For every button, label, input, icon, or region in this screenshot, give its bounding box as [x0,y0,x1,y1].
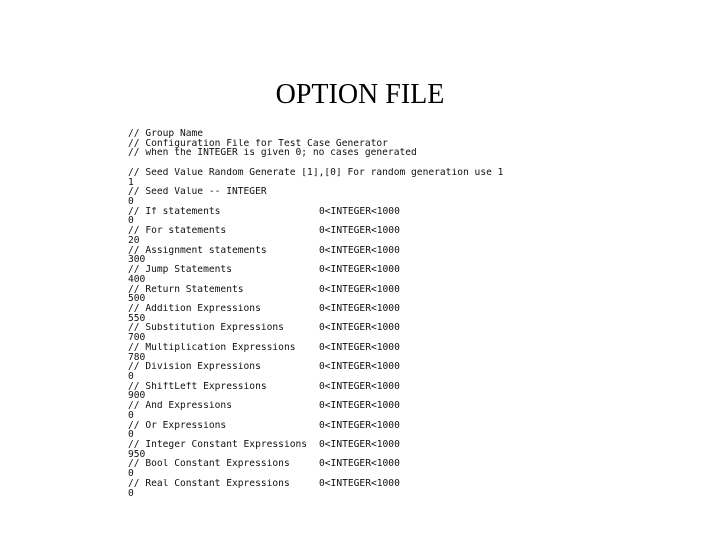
option-comment-line [128,479,708,489]
comment-line: // Configuration File for Test Case Generator [128,138,388,149]
option-range: 0<INTEGER<1000 [319,342,400,353]
option-comment-line [128,401,708,411]
option-value: 400 [128,274,146,285]
option-label: // Or Expressions [128,420,227,431]
option-value: 500 [128,294,146,304]
option-value: 0 [128,469,134,479]
option-label: // Real Constant Expressions [128,478,290,489]
option-value: 0 [128,410,134,421]
option-comment-line [128,362,708,372]
options-list [128,207,708,499]
option-value: 550 [128,313,146,324]
option-label: // And Expressions [128,401,232,411]
option-label: // Return Statements [128,284,244,295]
option-label: // For statements [128,226,227,236]
option-range: 0<INTEGER<1000 [319,420,400,431]
option-comment-line [128,323,708,333]
option-value: 0 [128,488,134,499]
option-range: 0<INTEGER<1000 [319,284,400,295]
option-label: // Substitution Expressions [128,323,284,334]
option-label: // Jump Statements [128,265,232,275]
option-range: 0<INTEGER<1000 [319,226,400,236]
option-comment-line [128,246,708,256]
seed-random-value: 1 [128,177,134,188]
option-value: 900 [128,391,146,402]
option-range: 0<INTEGER<1000 [319,265,400,275]
slide-title: OPTION FILE [275,79,445,110]
option-range: 0<INTEGER<1000 [319,303,400,314]
option-value: 0 [128,216,134,227]
comment-line: // Group Name [128,129,204,139]
option-file-listing [128,129,708,498]
seed-value-comment: // Seed Value -- INTEGER [128,187,267,198]
option-comment-line [128,207,708,217]
option-comment-line [128,226,708,236]
option-comment-line [128,285,708,295]
blank-line [128,158,708,168]
comment-line: // when the INTEGER is given 0; no cases generated [128,148,417,159]
option-range: 0<INTEGER<1000 [319,323,400,334]
option-value: 780 [128,352,146,363]
option-label: // Multiplication Expressions [128,342,296,353]
option-range: 0<INTEGER<1000 [319,381,400,392]
option-value: 0 [128,430,134,440]
option-label: // Integer Constant Expressions [128,440,308,450]
option-comment-line [128,440,708,450]
option-range: 0<INTEGER<1000 [319,245,400,256]
option-comment-line [128,459,708,469]
option-label: // Assignment statements [128,245,267,256]
option-range: 0<INTEGER<1000 [319,362,400,372]
seed-random-comment: // Seed Value Random Generate [1],[0] For random generation use 1 [128,167,504,178]
option-value: 700 [128,333,146,343]
option-comment-line [128,382,708,392]
option-value: 20 [128,235,140,246]
option-comment-line [128,304,708,314]
option-comment-line [128,265,708,275]
option-value: 0 [128,371,134,382]
option-range: 0<INTEGER<1000 [319,478,400,489]
option-range: 0<INTEGER<1000 [319,459,400,470]
option-comment-line [128,421,708,431]
option-value: 300 [128,255,146,266]
option-label: // Division Expressions [128,362,261,372]
option-label: // Addition Expressions [128,303,261,314]
option-label: // Bool Constant Expressions [128,459,290,470]
seed-value: 0 [128,197,134,207]
option-range: 0<INTEGER<1000 [319,440,400,450]
option-label: // If statements [128,206,221,217]
option-range: 0<INTEGER<1000 [319,206,400,217]
option-comment-line [128,343,708,353]
option-range: 0<INTEGER<1000 [319,401,400,411]
option-label: // ShiftLeft Expressions [128,381,267,392]
option-value: 950 [128,449,146,460]
